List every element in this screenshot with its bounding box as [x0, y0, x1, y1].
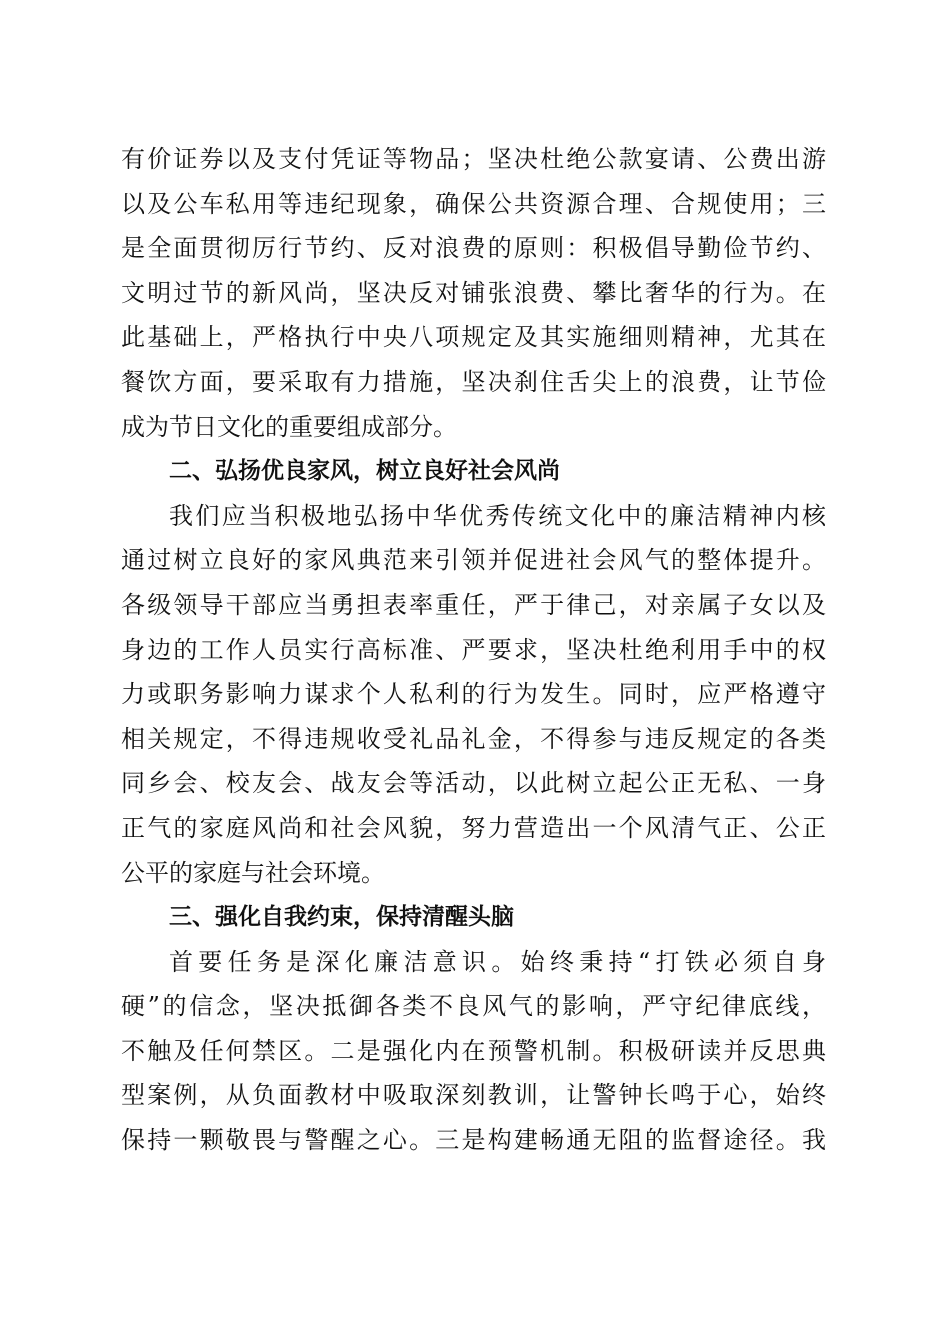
- section-heading-2: 二、弘扬优良家风，树立良好社会风尚: [169, 458, 560, 485]
- text-line: 型案例，从负面教材中吸取深刻教训，让警钟长鸣于心，始终: [121, 1081, 826, 1110]
- text-line: 相关规定，不得违规收受礼品礼金，不得参与违反规定的各类: [121, 724, 826, 753]
- section-heading-3: 三、强化自我约束，保持清醒头脑: [169, 904, 514, 931]
- paragraph-continuation: [121, 137, 826, 449]
- text-line: 餐饮方面，要采取有力措施，坚决刹住舌尖上的浪费，让节俭: [121, 367, 826, 396]
- document-body: [121, 137, 826, 1163]
- text-line: 我们应当积极地弘扬中华优秀传统文化中的廉洁精神内核: [169, 501, 826, 530]
- text-line: 通过树立良好的家风典范来引领并促进社会风气的整体提升。: [121, 546, 826, 575]
- text-line: 有价证券以及支付凭证等物品；坚决杜绝公款宴请、公费出游: [121, 145, 826, 173]
- text-line: 成为节日文化的重要组成部分。: [121, 412, 457, 441]
- text-line: 同乡会、校友会、战友会等活动，以此树立起公正无私、一身: [121, 769, 826, 798]
- text-line: 不触及任何禁区。二是强化内在预警机制。积极研读并反思典: [121, 1036, 826, 1065]
- text-line: 各级领导干部应当勇担表率重任，严于律己，对亲属子女以及: [121, 590, 826, 619]
- text-line: 是全面贯彻厉行节约、反对浪费的原则：积极倡导勤俭节约、: [121, 234, 826, 263]
- text-line: 首要任务是深化廉洁意识。始终秉持“打铁必须自身: [169, 947, 826, 976]
- text-line: 正气的家庭风尚和社会风貌，努力营造出一个风清气正、公正: [121, 813, 826, 842]
- text-line: 硬”的信念，坚决抵御各类不良风气的影响，严守纪律底线，: [121, 992, 826, 1021]
- text-line: 身边的工作人员实行高标准、严要求，坚决杜绝利用手中的权: [121, 635, 826, 664]
- text-line: 文明过节的新风尚，坚决反对铺张浪费、攀比奢华的行为。在: [121, 278, 826, 307]
- paragraph-family-values: [121, 494, 826, 895]
- text-line: 保持一颗敬畏与警醒之心。三是构建畅通无阻的监督途径。我: [121, 1126, 826, 1155]
- paragraph-self-discipline: [121, 940, 826, 1163]
- text-line: 公平的家庭与社会环境。: [121, 858, 385, 887]
- text-line: 力或职务影响力谋求个人私利的行为发生。同时，应严格遵守: [121, 680, 826, 709]
- text-line: 以及公车私用等违纪现象，确保公共资源合理、合规使用；三: [121, 189, 826, 218]
- text-line: 此基础上，严格执行中央八项规定及其实施细则精神，尤其在: [121, 323, 826, 352]
